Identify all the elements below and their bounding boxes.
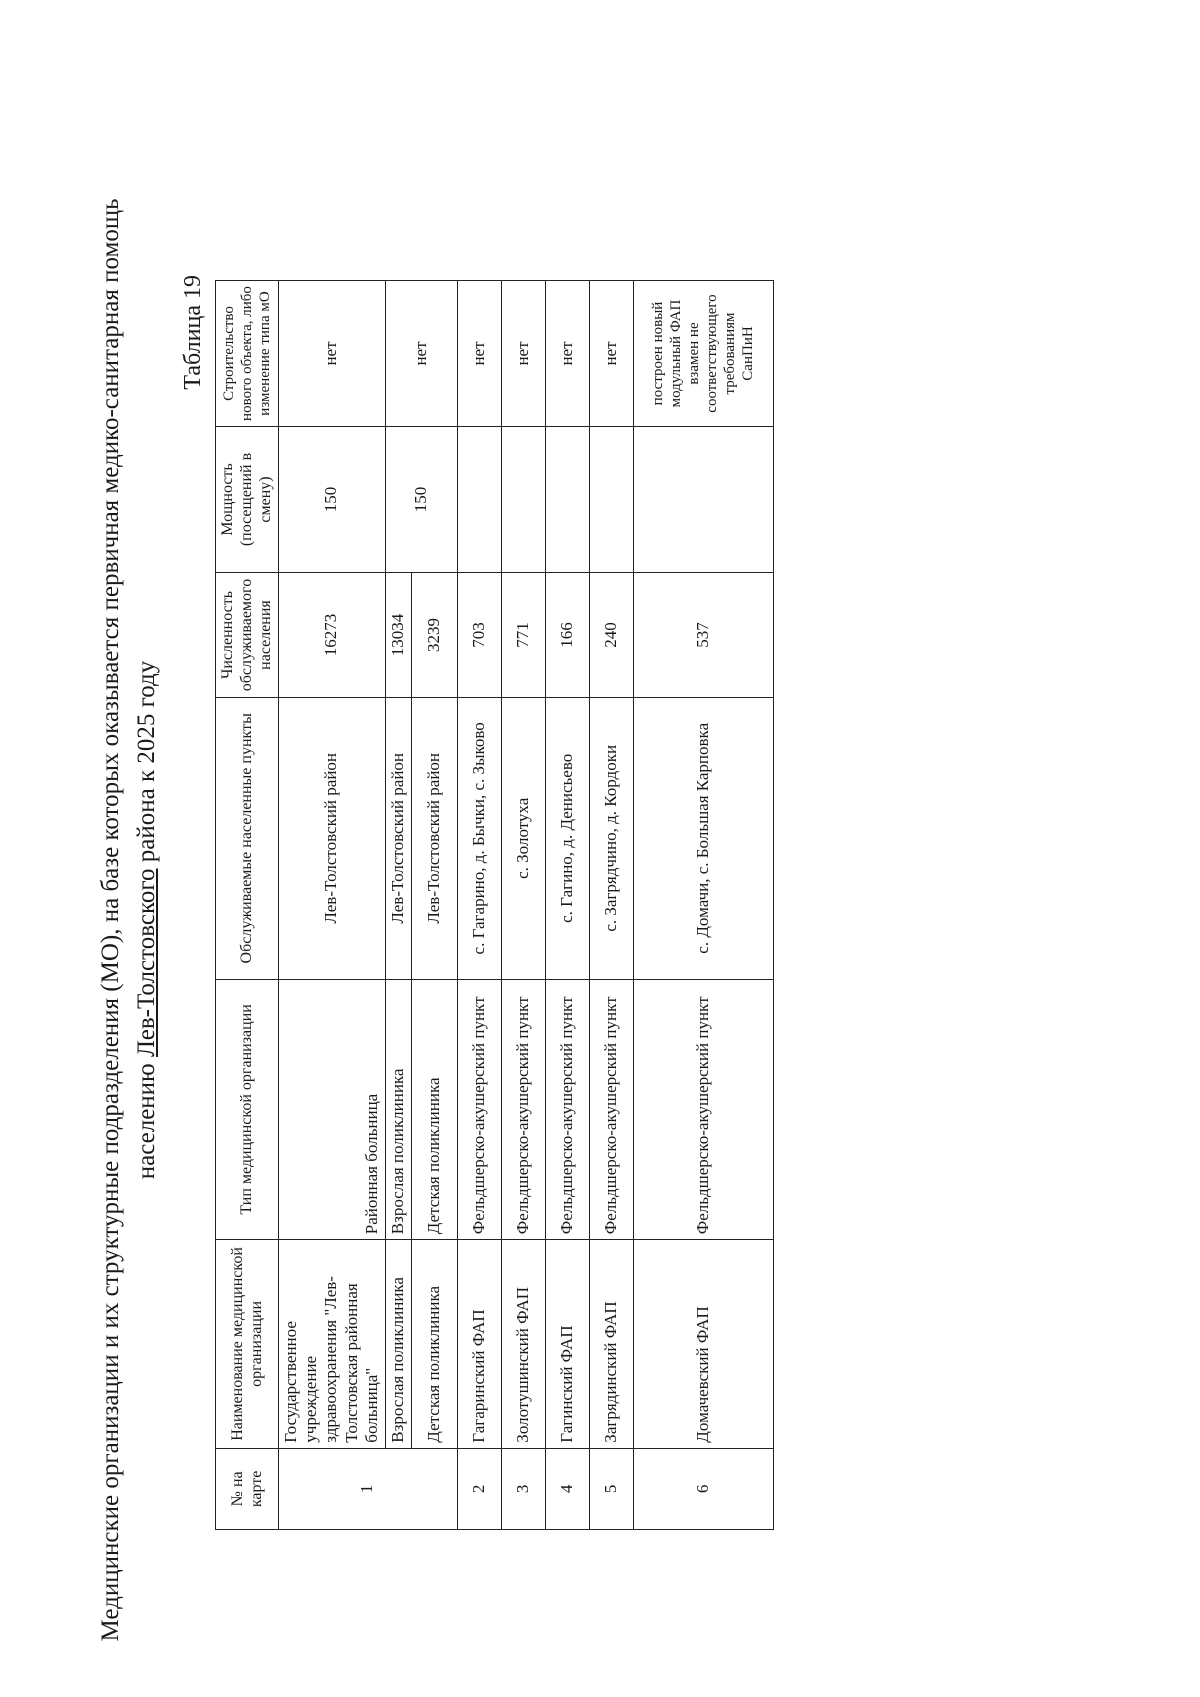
cell-name: Золотушинский ФАП — [501, 1240, 545, 1449]
cell-name: Загрядинский ФАП — [589, 1240, 633, 1449]
cell-settlements: Лев-Толстовский район — [385, 698, 411, 979]
cell-type: Фельдшерско-акушерский пункт — [589, 979, 633, 1240]
cell-name: Взрослая поликлиника — [385, 1240, 411, 1449]
table-row — [501, 281, 545, 1530]
cell-construction: нет — [385, 281, 457, 427]
cell-settlements: с. Гагарино, д. Бычки, с. Зыково — [457, 698, 501, 979]
cell-construction: нет — [501, 281, 545, 427]
cell-type: Детская поликлиника — [411, 979, 457, 1240]
cell-population: 166 — [545, 572, 589, 697]
cell-population: 13034 — [385, 572, 411, 697]
cell-settlements: с. Домачи, с. Большая Карповка — [633, 698, 773, 979]
title-suffix: района к 2025 году — [133, 660, 160, 869]
cell-number: 3 — [501, 1448, 545, 1529]
header-settlements: Обслуживаемые населенные пункты — [216, 698, 279, 979]
cell-settlements: с. Загрядчино, д. Кордоки — [589, 698, 633, 979]
title-line-2 — [130, 180, 164, 1660]
cell-capacity — [457, 427, 501, 573]
cell-type: Фельдшерско-акушерский пункт — [633, 979, 773, 1240]
header-construction: Строительство нового объекта, либо изменение типа мО — [216, 281, 279, 427]
cell-type: Фельдшерско-акушерский пункт — [457, 979, 501, 1240]
cell-construction: нет — [589, 281, 633, 427]
cell-settlements: Лев-Толстовский район — [278, 698, 385, 979]
cell-name: Государственное учреждение здравоохранения "Лев-Толстовская районная больница" — [278, 1240, 385, 1449]
cell-type: Фельдшерско-акушерский пункт — [545, 979, 589, 1240]
cell-type: Фельдшерско-акушерский пункт — [501, 979, 545, 1240]
header-org-type: Тип медицинской организации — [216, 979, 279, 1240]
cell-type: Районная больница — [278, 979, 385, 1240]
cell-capacity — [501, 427, 545, 573]
cell-name: Детская поликлиника — [411, 1240, 457, 1449]
table-header-row — [216, 281, 279, 1530]
cell-population: 16273 — [278, 572, 385, 697]
cell-capacity: 150 — [278, 427, 385, 573]
cell-name: Домачевский ФАП — [633, 1240, 773, 1449]
cell-number: 6 — [633, 1448, 773, 1529]
cell-type: Взрослая поликлиника — [385, 979, 411, 1240]
header-map-number: № на карте — [216, 1448, 279, 1529]
cell-number: 2 — [457, 1448, 501, 1529]
cell-population: 771 — [501, 572, 545, 697]
table-row — [633, 281, 773, 1530]
header-population: Численность обслуживаемого населения — [216, 572, 279, 697]
cell-capacity — [545, 427, 589, 573]
cell-population: 240 — [589, 572, 633, 697]
table-row — [545, 281, 589, 1530]
cell-construction: нет — [457, 281, 501, 427]
cell-settlements: с. Гагино, д. Денисьево — [545, 698, 589, 979]
title-line-1: Медицинские организации и их структурные подразделения (МО), на базе которых оказывается первичная медико-санитарная помощь — [97, 198, 124, 1642]
table-row — [385, 281, 411, 1530]
document-page — [30, 180, 757, 1660]
cell-construction: нет — [278, 281, 385, 427]
cell-population: 537 — [633, 572, 773, 697]
cell-number: 4 — [545, 1448, 589, 1529]
cell-capacity: 150 — [385, 427, 457, 573]
cell-settlements: с. Золотуха — [501, 698, 545, 979]
cell-capacity — [633, 427, 773, 573]
table-row — [278, 281, 385, 1530]
title-prefix: населению — [133, 1057, 160, 1180]
table-number-label: Таблица 19 — [180, 275, 206, 390]
table-row — [589, 281, 633, 1530]
cell-name: Гагаринский ФАП — [457, 1240, 501, 1449]
cell-settlements: Лев-Толстовский район — [411, 698, 457, 979]
cell-population: 3239 — [411, 572, 457, 697]
cell-construction: нет — [545, 281, 589, 427]
cell-name: Гагинский ФАП — [545, 1240, 589, 1449]
cell-number: 1 — [278, 1448, 457, 1529]
cell-population: 703 — [457, 572, 501, 697]
medical-organizations-table — [215, 280, 774, 1530]
table-row — [457, 281, 501, 1530]
cell-construction: построен новый модульный ФАП взамен не соответствующего требованиям СанПиН — [633, 281, 773, 427]
title-district: Лев-Толстовского — [133, 868, 160, 1058]
cell-capacity — [589, 427, 633, 573]
header-org-name: Наименование медицинской организации — [216, 1240, 279, 1449]
cell-number: 5 — [589, 1448, 633, 1529]
header-capacity: Мощность (посещений в смену) — [216, 427, 279, 573]
